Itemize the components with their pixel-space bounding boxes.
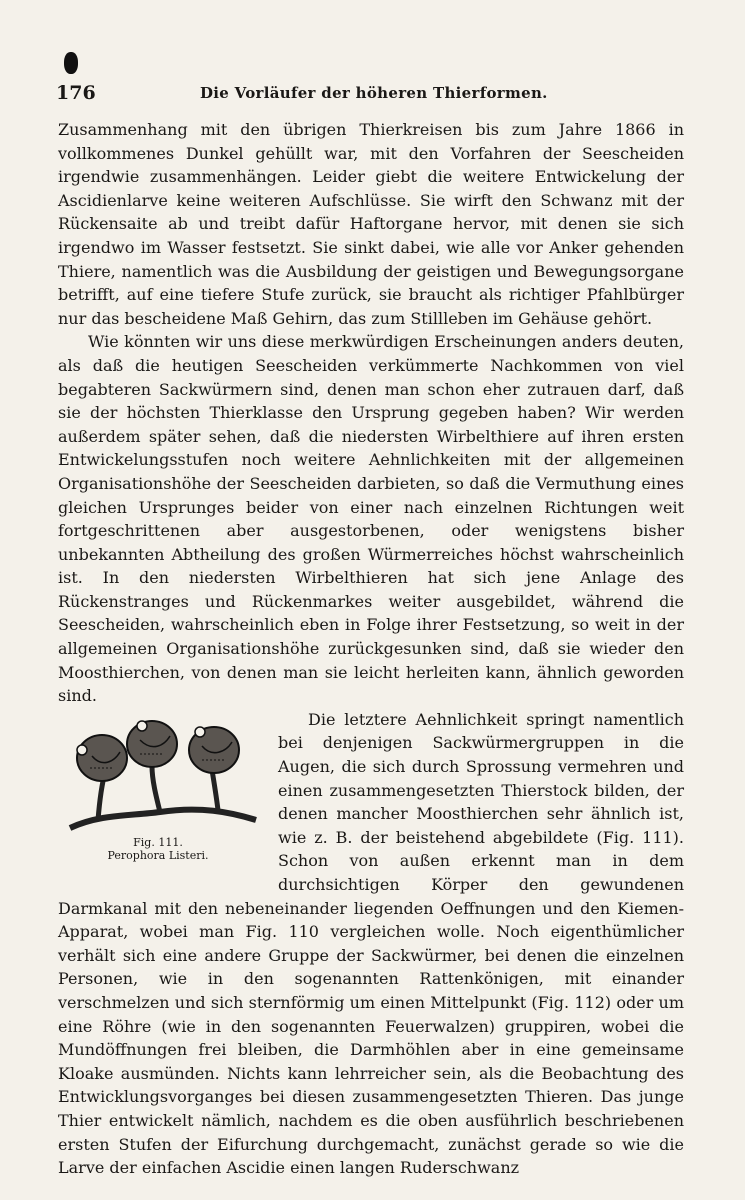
page-number: 176 xyxy=(56,82,96,104)
ink-blot xyxy=(64,52,78,74)
body-text xyxy=(58,118,684,1180)
figure-number: Fig. 111. xyxy=(133,835,183,849)
running-head: Die Vorläufer der höheren Thierformen. xyxy=(200,84,548,102)
paragraph-3: Die letztere Aehnlichkeit springt namentlich bei denjenigen Sackwürmergruppen in die Augen, die sich durch Sprossung vermehren und einen zusammengesetzten Thierstock bilden, der denen mancher Moosthierchen sehr ähnlich ist, wie z. B. der beistehend abgebildete (Fig. 111). Schon von außen erkennt man in dem durchsichtigen Körper den gewundenen Darmkanal mit den nebeneinander liegenden Oeffnungen und den Kiemen-Apparat, wobei man Fig. 110 vergleichen wolle. Noch eigenthümlicher verhält sich eine andere Gruppe der Sackwürmer, bei denen die einzelnen Personen, wie in den sogenannten Rattenkönigen, mit einander verschmelzen und sich sternförmig um einen Mittelpunkt (Fig. 112) oder um eine Röhre (wie in den sogenannten Feuerwalzen) gruppiren, wobei die Mundöffnungen frei bleiben, die Darmhöhlen aber in eine gemeinsame Kloake ausmünden. Nichts kann lehrreicher sein, als die Beobachtung des Entwicklungsvorganges bei diesen zusammengesetzten Thieren. Das junge Thier entwickelt nämlich, nachdem es die oben ausführlich beschriebenen ersten Stufen der Eifurchung durchgemacht, zunächst gerade so wie die Larve der einfachen Ascidie einen langen Ruderschwanz xyxy=(58,709,684,1178)
paragraph-2: Wie könnten wir uns diese merkwürdigen Erscheinungen anders deuten, als daß die heutigen Seescheiden verkümmerte Nachkommen von viel begabteren Sackwürmern sind, denen man schon eher zutrauen darf, daß sie der höchsten Thierklasse den Ursprung gegeben haben? Wir werden außerdem später sehen, daß die niedersten Wirbelthiere auf ihren ersten Entwickelungsstufen noch weitere Aehnlichkeiten mit der allgemeinen Organisationshöhe der Seescheiden darbieten, so daß die Vermuthung eines gleichen Ursprunges beider von einer nach einzelnen Richtungen weit fortgeschrittenen aber ausgestorbenen, oder wenigstens bisher unbekannten Abtheilung des großen Würmerreiches höchst wahrscheinlich ist. In den niedersten Wirbelthieren hat sich jene Anlage des Rückenstranges und Rückenmarkes weiter ausgebildet, während die Seescheiden, wahrscheinlich eben in Folge ihrer Festsetzung, so weit in der allgemeinen Organisationshöhe zurückgesunken sind, daß sie wieder den Moosthierchen, von denen man sie leicht herleiten kann, ähnlich geworden sind. xyxy=(58,332,684,706)
perophora-illustration xyxy=(60,716,260,834)
figure-caption xyxy=(58,836,258,862)
figure-111 xyxy=(58,716,264,886)
figure-title: Perophora Listeri. xyxy=(107,848,209,862)
paragraph-1: Zusammenhang mit den übrigen Thierkreisen bis zum Jahre 1866 in vollkommenes Dunkel gehüllt war, mit den Vorfahren der Seescheiden irgendwie zusammenhängen. Leider giebt die weitere Entwickelung der Ascidienlarve keine weiteren Aufschlüsse. Sie wirft den Schwanz mit der Rückensaite ab und treibt dafür Haftorgane hervor, mit denen sie sich irgendwo im Wasser festsetzt. Sie sinkt dabei, wie alle vor Anker gehenden Thiere, namentlich was die Ausbildung der geistigen und Bewegungsorgane betrifft, auf eine tiefere Stufe zurück, sie braucht als richtiger Pfahlbürger nur das bescheidene Maß Gehirn, das zum Stillleben im Gehäuse gehört. xyxy=(58,120,684,328)
